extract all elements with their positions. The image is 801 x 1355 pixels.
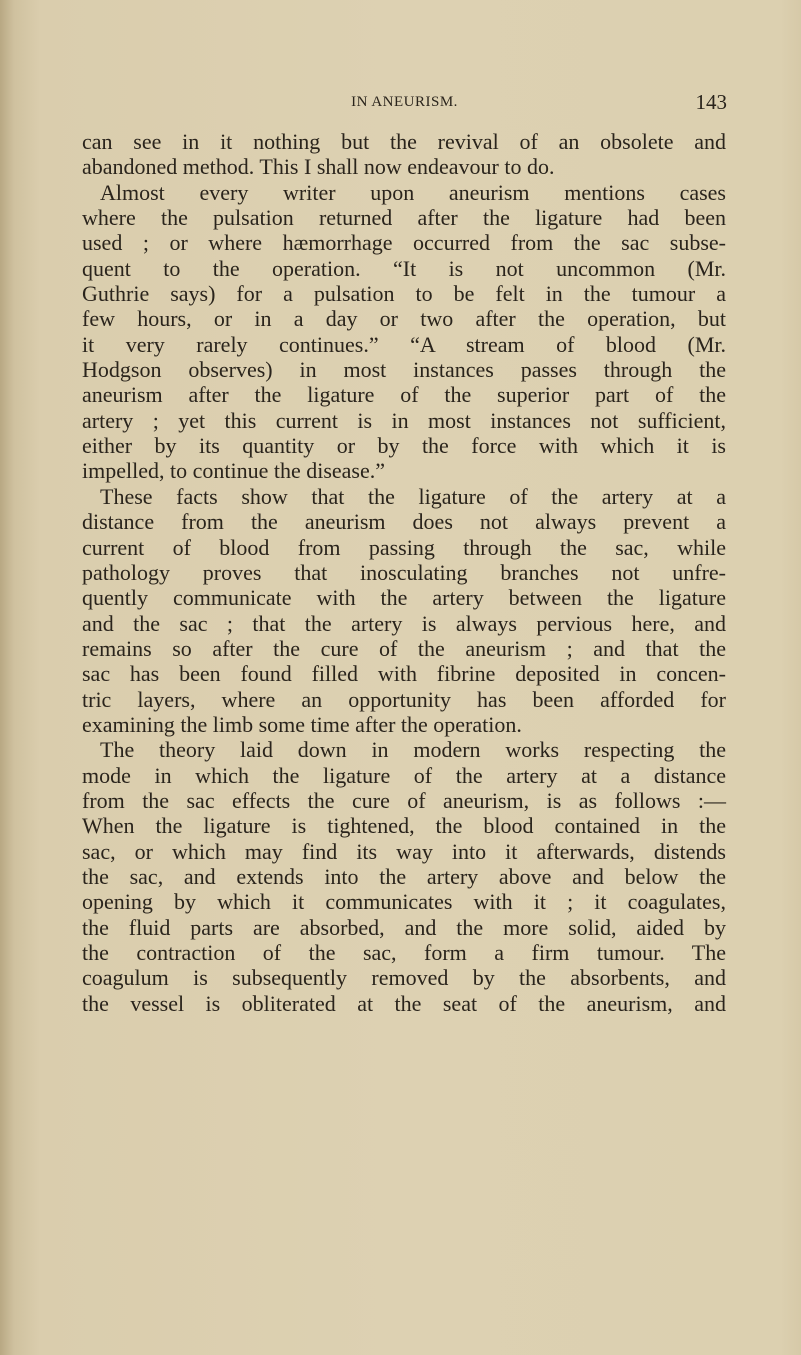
text-line: mode in which the ligature of the artery at a distance: [82, 762, 726, 788]
text-line: coagulum is subsequently removed by the absorbents, and: [82, 965, 726, 991]
text-line: can see in it nothing but the revival of an obsolete and: [82, 129, 726, 154]
text-line: where the pulsation returned after the ligature had been: [82, 205, 726, 231]
text-line: distance from the aneurism does not always prevent a: [82, 509, 726, 535]
text-line: aneurism after the ligature of the superior part of the: [82, 382, 726, 408]
text-line: the sac, and extends into the artery above and below the: [82, 863, 726, 889]
text-line: sac has been found filled with fibrine deposited in concen-: [82, 661, 726, 687]
text-line: These facts show that the ligature of the artery at a: [100, 483, 726, 509]
text-line: quent to the operation. “It is not uncommon (Mr.: [82, 255, 726, 281]
text-line: the contraction of the sac, form a firm tumour. The: [82, 940, 726, 965]
text-line: few hours, or in a day or two after the operation, but: [82, 306, 726, 332]
text-line: pathology proves that inosculating branches not unfre-: [82, 559, 726, 585]
text-line: Hodgson observes) in most instances passes through the: [82, 357, 726, 383]
body-text: [82, 129, 726, 1016]
text-line: tric layers, where an opportunity has been afforded for: [82, 686, 726, 712]
text-line: When the ligature is tightened, the blood contained in the: [82, 813, 726, 839]
text-line: Almost every writer upon aneurism mentions cases: [100, 179, 726, 205]
text-line: current of blood from passing through the sac, while: [82, 534, 726, 560]
text-line: impelled, to continue the disease.”: [82, 458, 386, 484]
text-line: either by its quantity or by the force with which it is: [82, 433, 726, 459]
page-header: [82, 90, 727, 116]
text-line: artery ; yet this current is in most instances not sufficient,: [82, 407, 726, 433]
text-line: used ; or where hæmorrhage occurred from the sac subse-: [82, 230, 726, 256]
text-line: examining the limb some time after the operation.: [82, 711, 522, 737]
running-head: IN ANEURISM.: [351, 94, 458, 110]
text-line: Guthrie says) for a pulsation to be felt in the tumour a: [82, 281, 726, 307]
text-line: the vessel is obliterated at the seat of the aneurism, and: [82, 990, 726, 1016]
text-line: and the sac ; that the artery is always pervious here, and: [82, 610, 726, 636]
text-line: quently communicate with the artery between the ligature: [82, 585, 726, 611]
text-line: opening by which it communicates with it ; it coagulates,: [82, 889, 726, 915]
text-line: abandoned method. This I shall now endeavour to do.: [82, 154, 555, 180]
text-line: the fluid parts are absorbed, and the more solid, aided by: [82, 914, 726, 940]
text-line: remains so after the cure of the aneurism ; and that the: [82, 635, 726, 661]
text-line: sac, or which may find its way into it afterwards, distends: [82, 838, 726, 864]
text-line: it very rarely continues.” “A stream of blood (Mr.: [82, 331, 726, 357]
text-line: from the sac effects the cure of aneurism, is as follows :—: [82, 787, 726, 813]
page-number: 143: [695, 90, 727, 114]
text-line: The theory laid down in modern works respecting the: [100, 737, 726, 763]
